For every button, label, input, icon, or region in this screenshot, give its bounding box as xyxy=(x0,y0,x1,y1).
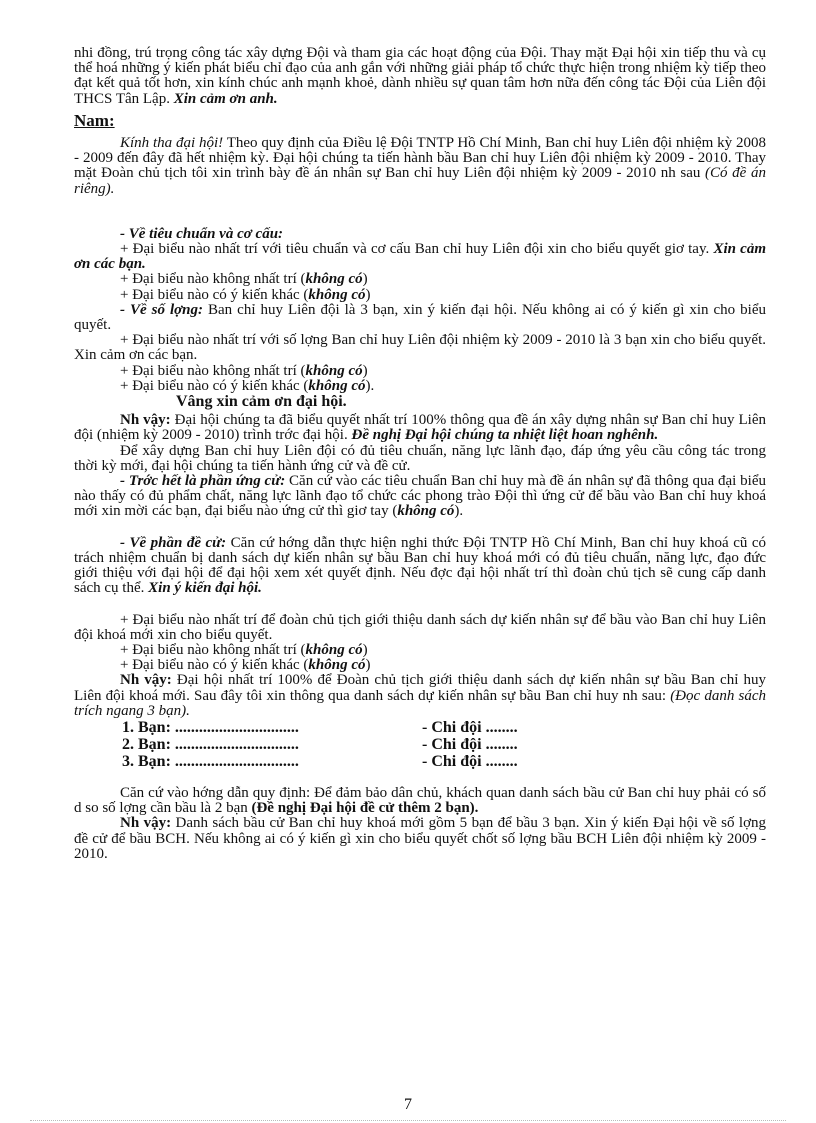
intro-paragraph: nhi đồng, trú trọng công tác xây dựng Đội và tham gia các hoạt động của Đội. Thay mặt Đại hội xin tiếp thu và cụ thể hoá những ý kiến phát biểu chỉ đạo của anh gắn với những giải pháp tổ chức thực hiện trong nhiệm kỳ tiếp theo đạt kết quả tốt hơn, xin kính chúc anh mạnh khoẻ, dành nhiều sự quan tâm hơn nữa đến công tác Đội của Liên đội THCS Tân Lập. Xin cảm ơn anh. xyxy=(74,45,766,107)
document-body xyxy=(74,46,766,862)
paragraph-nomination: - Về phần đề cử: Căn cứ hớng dẫn thực hiện nghi thức Đội TNTP Hồ Chí Minh, Ban chỉ huy khoá cũ có trách nhiệm chuẩn bị danh sách dự kiến nhân sự bầu Ban chỉ huy khoá mới có đủ tiêu chuẩn, năng lực, đạo đức giới thiệu với đại hội để đại hội xem xét quyết định. Nếu đợc đại hội nhất trí thì đoàn chủ tịch sẽ cung cấp danh sách cụ thể. Xin ý kiến đại hội. xyxy=(74,534,767,597)
paragraph-reserve-count: Căn cứ vào hớng dẫn quy định: Để đảm bảo dân chủ, khách quan danh sách bầu cử Ban chỉ huy phải có số d so số lợng cần bầu là 2 bạn (Đề nghị Đại hội đề cử thêm 2 bạn). xyxy=(74,784,766,817)
vote-quantity-agree: + Đại biểu nào nhất trí với số lợng Ban chỉ huy Liên đội nhiệm kỳ 2009 - 2010 là 3 bạn xin cho biểu quyết. Xin cảm ơn các bạn. xyxy=(74,332,766,364)
paragraph-approved: Nh vậy: Đại hội chúng ta đã biểu quyết nhất trí 100% thông qua đề án xây dựng nhân sự Ban chỉ huy Liên đội (nhiệm kỳ 2009 - 2010) trình trớc đại hội. Đề nghị Đại hội chúng ta nhiệt liệt hoan nghênh. xyxy=(74,412,767,444)
paragraph-self-nomination: - Trớc hết là phần ứng cử: Căn cứ vào các tiêu chuẩn Ban chỉ huy mà đề án nhân sự đã thông qua đại biểu nào thấy có đủ phẩm chất, năng lực lãnh đạo tổ chức các phong trào Đội thì ứng cử để bầu vào Ban chỉ huy khoá mới xin mời các bạn, đại biểu nào ứng cử thì giơ tay (không có). xyxy=(74,473,766,520)
candidate-row: 3. Bạn: ............................... - Chi đội ........ xyxy=(122,752,518,770)
vote-quantity-other: + Đại biểu nào có ý kiến khác (không có). xyxy=(120,377,375,394)
thanks-line: Vâng xin cảm ơn đại hội. xyxy=(176,393,347,411)
vote-criteria-other: + Đại biểu nào có ý kiến khác (không có) xyxy=(120,286,371,303)
section-quantity: - Về số lợng: Ban chỉ huy Liên đội là 3 bạn, xin ý kiến đại hội. Nếu không ai có ý kiến gì xin cho biểu quyết. xyxy=(74,301,766,334)
paragraph-election-intro: Để xây dựng Ban chỉ huy Liên đội có đủ tiêu chuẩn, năng lực lãnh đạo, đáp ứng yêu cầu công tác trong thời kỳ mới, đại hội chúng ta tiến hành ứng cử và đề cử. xyxy=(74,442,766,474)
vote-nomination-agree: + Đại biểu nào nhất trí để đoàn chủ tịch giới thiệu danh sách dự kiến nhân sự để bầu vào Ban chỉ huy Liên đội khoá mới xin cho biểu quyết. xyxy=(74,611,766,643)
vote-nomination-disagree: + Đại biểu nào không nhất trí (không có) xyxy=(120,641,368,658)
paragraph-proposal: Kính tha đại hội! Theo quy định của Điều lệ Đội TNTP Hồ Chí Minh, Ban chỉ huy Liên đội nhiệm kỳ 2008 - 2009 đến đây đã hết nhiệm kỳ. Đại hội chúng ta tiến hành bầu Ban chỉ huy Liên đội nhiệm kỳ 2009 - 2010. Thay mặt Đoàn chủ tịch tôi xin trình bày đề án nhân sự Ban chỉ huy Liên đội nhiệm kỳ 2009 - 2010 nh sau (Có đề án riêng). xyxy=(74,135,767,197)
vote-criteria-agree: + Đại biểu nào nhất trí với tiêu chuẩn và cơ cấu Ban chỉ huy Liên đội xin cho biểu quyết giơ tay. Xin cảm ơn các bạn. xyxy=(74,241,767,273)
page-number: 7 xyxy=(404,1096,412,1113)
vote-quantity-disagree: + Đại biểu nào không nhất trí (không có) xyxy=(120,362,368,379)
section-criteria-heading: - Về tiêu chuẩn và cơ cấu: xyxy=(120,225,284,242)
speaker-label: Nam: xyxy=(74,110,115,130)
greeting: Kính tha đại hội! xyxy=(120,135,224,152)
vote-nomination-other: + Đại biểu nào có ý kiến khác (không có) xyxy=(120,657,371,674)
candidate-row: 1. Bạn: ............................... - Chi đội ........ xyxy=(122,718,518,736)
paragraph-final-list: Nh vậy: Danh sách bầu cử Ban chỉ huy khoá mới gồm 5 bạn để bầu 3 bạn. Xin ý kiến Đại hội về số lợng đề cử để bầu BCH. Nếu không ai có ý kiến gì xin cho biểu quyết chốt số lợng bầu BCH Liên đội nhiệm kỳ 2009 - 2010. xyxy=(74,815,767,862)
footer-divider xyxy=(30,1120,786,1121)
candidate-row: 2. Bạn: ............................... - Chi đội ........ xyxy=(122,735,518,753)
vote-criteria-disagree: + Đại biểu nào không nhất trí (không có) xyxy=(120,271,368,288)
paragraph-candidate-list: Nh vậy: Đại hội nhất trí 100% để Đoàn chủ tịch giới thiệu danh sách dự kiến nhân sự bầu Ban chỉ huy Liên đội khoá mới. Sau đây tôi xin thông qua danh sách dự kiến nhân sự bầu Ban chỉ huy nh sau: (Đọc danh sách trích ngang 3 bạn). xyxy=(74,672,767,719)
intro-thanks: Xin cảm ơn anh. xyxy=(173,90,278,107)
candidate-list xyxy=(74,719,766,770)
